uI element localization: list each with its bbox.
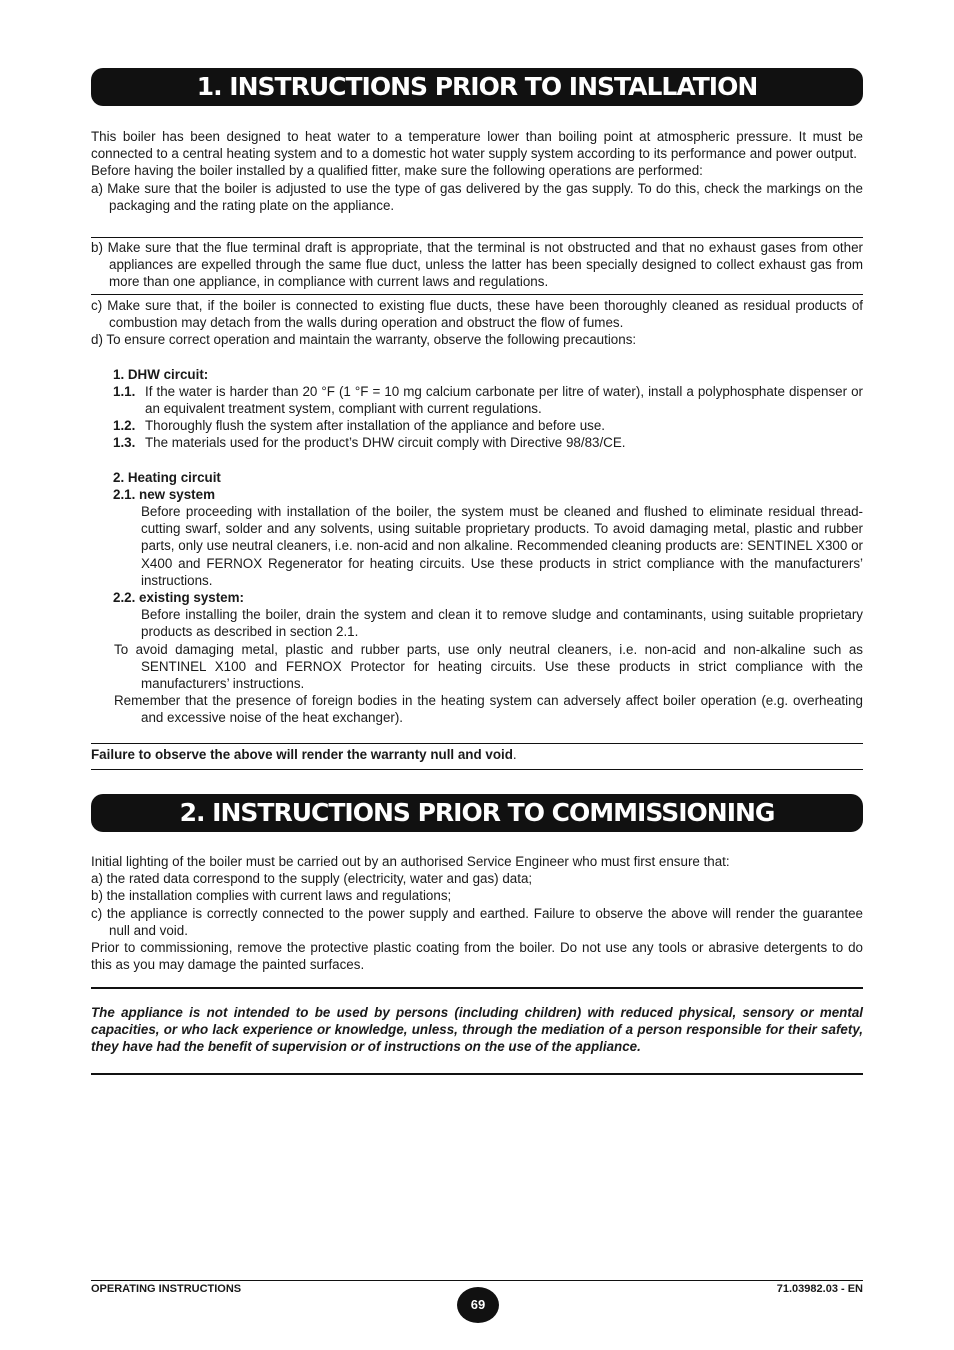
existing-system-text: Before installing the boiler, drain the system and clean it to remove sludge and contaminants, using suitable proprietary products as described in section 2.1.	[141, 607, 863, 640]
divider	[91, 769, 863, 770]
section1-item-b-block	[91, 239, 863, 291]
section1-item-c: c) Make sure that, if the boiler is connected to existing flue ducts, these have been thoroughly cleaned as residual products of combustion may detach from the walls during operation and obstruct the flow of fumes.	[91, 298, 863, 331]
divider	[91, 987, 863, 989]
dhw-item-number: 1.1.	[113, 383, 136, 399]
section1-intro-block	[91, 128, 863, 214]
dhw-item-text: If the water is harder than 20 °F (1 °F = 10 mg calcium carbonate per litre of water), install a polyphosphate dispenser or an equivalent treatment system, compliant with current regulations.	[145, 383, 863, 417]
warranty-warning: Failure to observe the above will render the warranty null and void	[91, 747, 513, 762]
section1-body-block	[91, 297, 863, 727]
dhw-item-number: 1.3.	[113, 435, 136, 451]
dhw-item	[91, 434, 863, 451]
section1-title: 1. INSTRUCTIONS PRIOR TO INSTALLATION	[91, 68, 863, 106]
warning-block	[91, 746, 863, 763]
new-system-heading: 2.1. new system	[113, 486, 215, 502]
section2-item-c: c) the appliance is correctly connected to the power supply and earthed. Failure to observe the above will render the guarantee null and void.	[91, 905, 863, 938]
divider	[91, 743, 863, 744]
section1-before: Before having the boiler installed by a qualified fitter, make sure the following operations are performed:	[91, 163, 703, 179]
divider	[91, 294, 863, 295]
section2-body-block	[91, 853, 863, 973]
section1-intro: This boiler has been designed to heat water to a temperature lower than boiling point at atmospheric pressure. It must be connected to a central heating system and to a domestic hot water supply system according to its performance and power output.	[91, 129, 863, 162]
section1-item-a: a) Make sure that the boiler is adjusted to use the type of gas delivered by the gas supply. To do this, check the markings on the packaging and the rating plate on the appliance.	[91, 180, 863, 213]
remember-text: Remember that the presence of foreign bodies in the heating system can adversely affect boiler operation (e.g. overheating and excessive noise of the heat exchanger).	[114, 693, 863, 726]
footer-rule	[91, 1280, 863, 1281]
section2-item-b: b) the installation complies with current laws and regulations;	[91, 888, 452, 904]
safety-notice: The appliance is not intended to be used by persons (including children) with reduced physical, sensory or mental capacities, or who lack experience or knowledge, unless, through the mediation of a person responsible for their safety, they have had the benefit of supervision or of instructions on the use of the appliance.	[91, 1005, 863, 1055]
dhw-heading: 1. DHW circuit:	[113, 366, 209, 382]
page-number: 69	[457, 1287, 499, 1323]
dhw-item-text: Thoroughly flush the system after installation of the appliance and before use.	[145, 418, 606, 434]
dhw-item	[91, 417, 863, 434]
section2-prior: Prior to commissioning, remove the protective plastic coating from the boiler. Do not use any tools or abrasive detergents to do this as you may damage the painted surfaces.	[91, 940, 863, 973]
warranty-warning-end: .	[512, 747, 517, 762]
dhw-item-text: The materials used for the product’s DHW circuit comply with Directive 98/83/CE.	[145, 435, 626, 451]
document-code: 71.03982.03 - EN	[776, 1283, 863, 1295]
section2-title: 2. INSTRUCTIONS PRIOR TO COMMISSIONING	[91, 794, 863, 832]
existing-system-heading: 2.2. existing system:	[113, 590, 244, 606]
section2-item-a: a) the rated data correspond to the supply (electricity, water and gas) data;	[91, 871, 533, 887]
section2-intro: Initial lighting of the boiler must be carried out by an authorised Service Engineer who must first ensure that:	[91, 854, 730, 869]
section1-item-b: b) Make sure that the flue terminal draft is appropriate, that the terminal is not obstructed and that no exhaust gases from other appliances are expelled through the same flue duct, unless the latter has been specially designed to collect exhaust gas from more than one appliance, in compliance with current laws and regulations.	[91, 240, 863, 290]
divider	[91, 237, 863, 238]
new-system-text: Before proceeding with installation of the boiler, the system must be cleaned and flushed to eliminate residual thread-cutting swarf, solder and any solvents, using suitable proprietary products. To avoid damaging metal, plastic and rubber parts, only use neutral cleaners, i.e. non-acid and non alkaline. Recommended cleaning products are: SENTINEL X300 or X400 and FERNOX Regenerator for heating circuits. Use these products in strict compliance with the manufacturers’ instructions.	[141, 504, 863, 588]
avoid-text: To avoid damaging metal, plastic and rubber parts, use only neutral cleaners, i.e. non-acid and non-alkaline such as SENTINEL X100 and FERNOX Protector for heating circuits. Use these products in strict compliance with the manufacturers’ instructions.	[114, 641, 863, 692]
divider	[91, 1073, 863, 1075]
footer-left-label: OPERATING INSTRUCTIONS	[91, 1283, 242, 1295]
section1-item-d: d) To ensure correct operation and maintain the warranty, observe the following precautions:	[91, 332, 637, 348]
dhw-item-number: 1.2.	[113, 418, 136, 434]
notice-block	[91, 1004, 863, 1056]
dhw-item	[91, 383, 863, 417]
heating-heading: 2. Heating circuit	[113, 469, 221, 485]
